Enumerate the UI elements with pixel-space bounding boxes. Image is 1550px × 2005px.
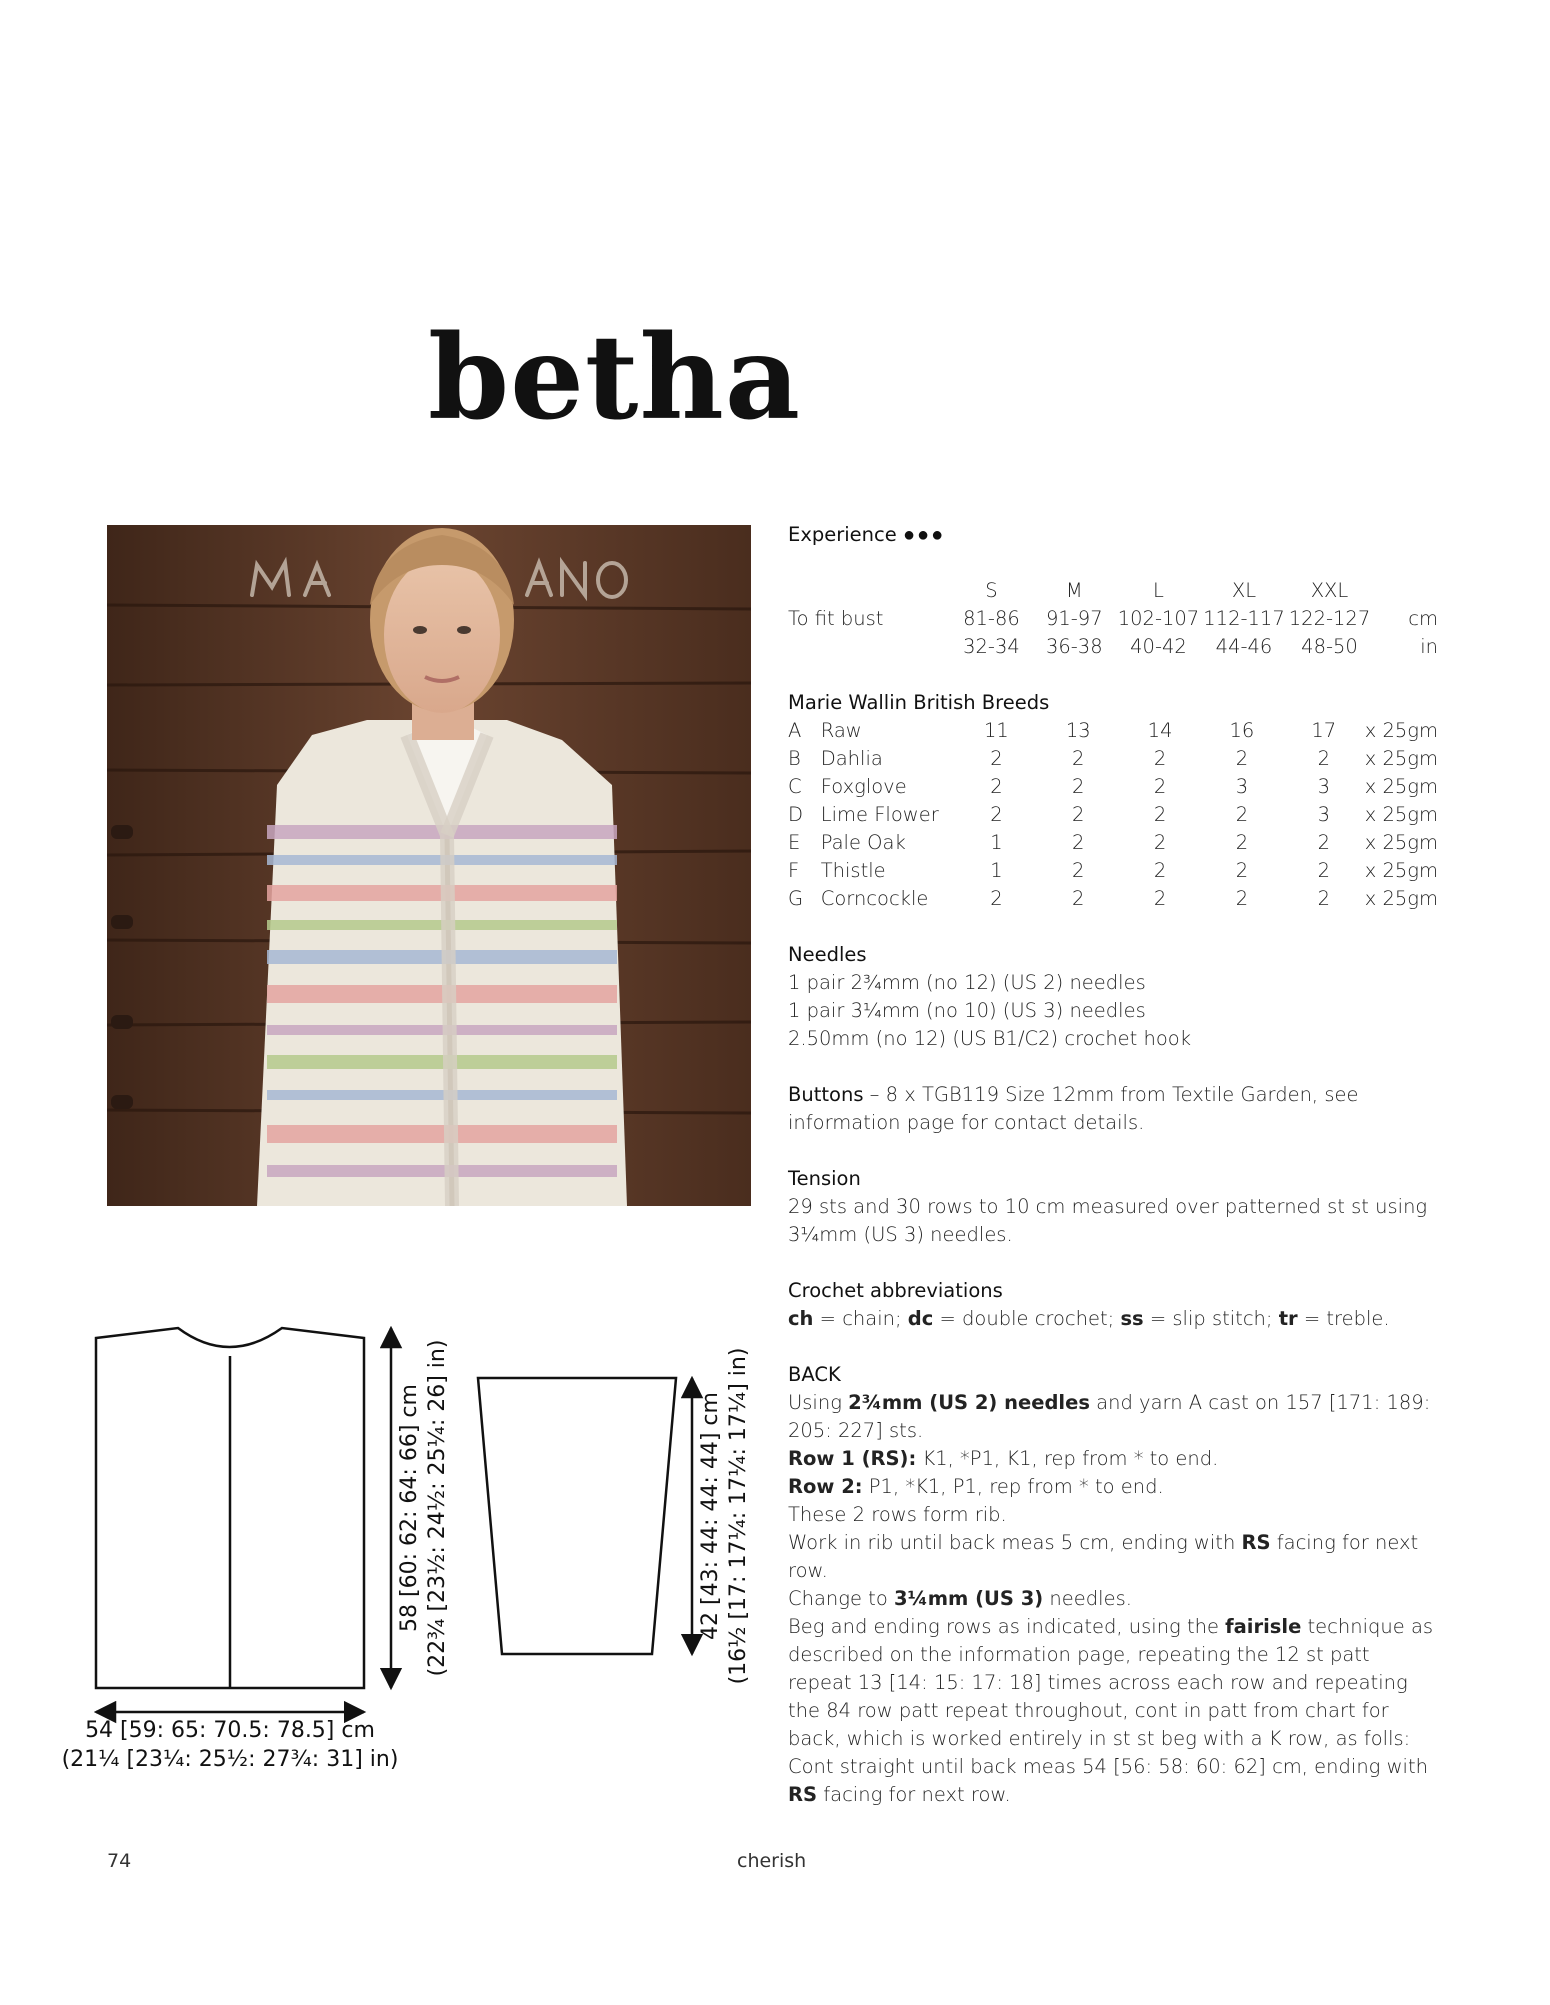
yarn-qty: 2 [1153, 775, 1167, 798]
yarn-qty: 14 [1147, 719, 1173, 742]
crochet-list [788, 1305, 1438, 1333]
yarn-qty: 2 [1235, 859, 1249, 882]
yarn-qty: 2 [1235, 887, 1249, 910]
yarn-name: Raw [820, 719, 862, 742]
size-header: XXL [1310, 579, 1349, 602]
model-photo [107, 525, 751, 1206]
book-title: cherish [737, 1850, 807, 1872]
needles-section [788, 941, 1438, 1053]
yarn-qty: 2 [990, 747, 1003, 770]
back-para: These 2 rows form rib. [788, 1503, 1007, 1526]
bust-in: 40-42 [1130, 635, 1187, 658]
size-header: M [1065, 579, 1083, 602]
size-table [788, 577, 1438, 661]
yarn-qty: 2 [1317, 859, 1330, 882]
yarn-code: G [788, 887, 804, 910]
needle-item: 2.50mm (no 12) (US B1/C2) crochet hook [788, 1027, 1192, 1050]
size-header: XL [1231, 579, 1257, 602]
yarn-qty: 2 [1317, 747, 1330, 770]
yarn-unit: x 25gm [1364, 887, 1438, 910]
yarn-qty: 2 [1153, 747, 1167, 770]
yarn-unit: x 25gm [1364, 719, 1438, 742]
bust-in: 48-50 [1301, 635, 1358, 658]
text: Cont straight until back meas 54 [56: 58: 60: 62] cm, ending with [788, 1755, 1428, 1778]
bust-in: 44-46 [1215, 635, 1273, 658]
cm-unit: cm [1408, 607, 1438, 630]
yarn-name: Corncockle [820, 887, 929, 910]
sleeve-length-label-in: (16½ [17: 17¼: 17¼: 17¼] in) [726, 1347, 751, 1685]
tension-text: 29 sts and 30 rows to 10 cm measured over patterned st st using 3¼mm (US 3) needles. [788, 1195, 1428, 1246]
yarn-qty: 2 [1072, 775, 1085, 798]
yarn-code: C [788, 775, 802, 798]
text: Using [788, 1391, 849, 1414]
yarn-code: B [788, 747, 801, 770]
yarn-qty: 2 [1153, 803, 1167, 826]
back-para [788, 1613, 1438, 1753]
yarn-qty: 2 [990, 803, 1003, 826]
yarn-qty: 2 [1153, 887, 1167, 910]
back-para [788, 1445, 1438, 1473]
yarn-name: Dahlia [820, 747, 883, 770]
text: Work in rib until back meas 5 cm, ending with [788, 1531, 1242, 1554]
crochet-meaning: = treble. [1297, 1307, 1390, 1330]
bust-cm: 112-117 [1203, 607, 1285, 630]
yarn-qty: 3 [1235, 775, 1249, 798]
crochet-abbr: ss [1120, 1307, 1144, 1330]
yarn-code: E [788, 831, 801, 854]
yarn-qty: 2 [1317, 831, 1330, 854]
bust-cm: 122-127 [1288, 607, 1371, 630]
yarn-qty: 2 [1235, 747, 1249, 770]
yarn-row [788, 801, 1438, 829]
bold-text: Row 2: [788, 1475, 863, 1498]
crochet-meaning: = chain; [813, 1307, 908, 1330]
bust-cm-row [788, 605, 1438, 633]
yarn-qty: 2 [1072, 803, 1085, 826]
yarn-qty: 2 [1153, 831, 1167, 854]
bust-cm: 102-107 [1117, 607, 1200, 630]
bust-in: 32-34 [963, 635, 1020, 658]
bust-in: 36-38 [1045, 635, 1103, 658]
yarn-row [788, 773, 1438, 801]
yarn-qty: 2 [1153, 859, 1167, 882]
yarn-name: Lime Flower [820, 803, 939, 826]
yarn-qty: 2 [1235, 831, 1249, 854]
text: technique as described on the information page, repeating the 12 st patt repeat 13 [14: 15: 17: 18] times across each row and repeating the 84 row patt repeat throughout, cont in patt from chart for back, which is worked entirely in st st beg with a K row, as folls: [788, 1615, 1434, 1750]
yarn-name: Pale Oak [820, 831, 906, 854]
crochet-abbr: dc [907, 1307, 934, 1330]
yarn-qty: 3 [1317, 775, 1330, 798]
bust-label: To fit bust [788, 607, 884, 630]
experience-label: Experience [788, 523, 897, 546]
pattern-specs [788, 520, 1438, 1837]
pattern-title: betha [428, 310, 801, 446]
buttons-heading: Buttons [788, 1083, 864, 1106]
size-header: L [1153, 579, 1164, 602]
back-para [788, 1753, 1438, 1809]
body-width-label-in: (21¼ [23¼: 25½: 27¾: 31] in) [61, 1747, 399, 1772]
sleeve-length-label: 42 [43: 44: 44: 44] cm [698, 1392, 723, 1640]
needle-item: 1 pair 3¼mm (no 10) (US 3) needles [788, 999, 1146, 1022]
back-heading: BACK [788, 1363, 841, 1386]
bold-text: RS [1241, 1531, 1271, 1554]
body-width-label: 54 [59: 65: 70.5: 78.5] cm [85, 1718, 375, 1743]
bold-text: 2¾mm (US 2) needles [848, 1391, 1090, 1414]
yarn-unit: x 25gm [1364, 775, 1438, 798]
yarn-unit: x 25gm [1364, 859, 1438, 882]
text: and yarn A cast on 157 [171: 189: 205: 227] sts. [788, 1391, 1431, 1442]
crochet-meaning: = slip stitch; [1143, 1307, 1279, 1330]
bust-cm: 81-86 [963, 607, 1020, 630]
yarn-qty: 2 [1235, 803, 1249, 826]
yarn-table [788, 717, 1438, 913]
size-header: S [985, 579, 998, 602]
body-height-label: 58 [60: 62: 64: 66] cm [397, 1384, 422, 1632]
needle-item: 1 pair 2¾mm (no 12) (US 2) needles [788, 971, 1146, 994]
yarn-qty: 13 [1065, 719, 1091, 742]
yarn-name: Foxglove [820, 775, 907, 798]
yarn-qty: 3 [1317, 803, 1330, 826]
text: Change to [788, 1587, 894, 1610]
page-number: 74 [107, 1850, 132, 1872]
yarn-qty: 11 [983, 719, 1009, 742]
yarn-qty: 1 [990, 859, 1003, 882]
bold-text: fairisle [1225, 1615, 1302, 1638]
yarn-unit: x 25gm [1364, 803, 1438, 826]
in-unit: in [1420, 635, 1438, 658]
yarn-unit: x 25gm [1364, 747, 1438, 770]
crochet-abbr: ch [788, 1307, 814, 1330]
yarn-name: Thistle [820, 859, 886, 882]
bust-in-row [788, 633, 1438, 661]
back-para [788, 1529, 1438, 1585]
yarn-qty: 2 [990, 775, 1003, 798]
text: facing for next row. [817, 1783, 1011, 1806]
needles-heading: Needles [788, 943, 867, 966]
yarn-qty: 1 [990, 831, 1003, 854]
bust-cm: 91-97 [1045, 607, 1103, 630]
yarn-row [788, 829, 1438, 857]
text: K1, *P1, K1, rep from * to end. [916, 1447, 1219, 1470]
yarn-code: F [788, 859, 800, 882]
buttons-section [788, 1081, 1438, 1137]
yarn-qty: 2 [1317, 887, 1330, 910]
yarn-qty: 16 [1229, 719, 1255, 742]
schematic-diagram [0, 1290, 780, 1810]
yarn-qty: 2 [1072, 859, 1085, 882]
yarn-qty: 2 [1072, 831, 1085, 854]
bold-text: Row 1 (RS): [788, 1447, 917, 1470]
bold-text: RS [788, 1783, 818, 1806]
text: needles. [1043, 1587, 1132, 1610]
crochet-meaning: = double crochet; [933, 1307, 1121, 1330]
buttons-text: – 8 x TGB119 Size 12mm from Textile Garden, see information page for contact details. [788, 1083, 1359, 1134]
experience-line [788, 520, 1438, 549]
yarn-heading: Marie Wallin British Breeds [788, 691, 1050, 714]
crochet-heading: Crochet abbreviations [788, 1279, 1003, 1302]
yarn-row [788, 745, 1438, 773]
experience-dots-icon: ●●● [902, 522, 946, 546]
back-para [788, 1585, 1438, 1613]
yarn-code: A [788, 719, 802, 742]
yarn-row [788, 885, 1438, 913]
tension-heading: Tension [788, 1167, 861, 1190]
back-para [788, 1389, 1438, 1445]
crochet-section [788, 1277, 1438, 1333]
back-para [788, 1473, 1438, 1501]
size-header-row [788, 577, 1438, 605]
crochet-abbr: tr [1278, 1307, 1298, 1330]
yarn-row [788, 717, 1438, 745]
yarn-qty: 17 [1311, 719, 1337, 742]
yarn-qty: 2 [1072, 747, 1085, 770]
text: P1, *K1, P1, rep from * to end. [862, 1475, 1164, 1498]
text: Beg and ending rows as indicated, using the [788, 1615, 1226, 1638]
bold-text: 3¼mm (US 3) [893, 1587, 1044, 1610]
tension-section [788, 1165, 1438, 1249]
back-section [788, 1361, 1438, 1809]
text: facing for next row. [788, 1531, 1419, 1582]
yarn-qty: 2 [1072, 887, 1085, 910]
sleeve-outline [478, 1378, 676, 1654]
yarn-row [788, 857, 1438, 885]
yarn-qty: 2 [990, 887, 1003, 910]
yarn-section [788, 689, 1438, 913]
body-height-label-in: (22¾ [23½: 24½: 25¼: 26] in) [425, 1339, 450, 1677]
yarn-code: D [788, 803, 804, 826]
yarn-unit: x 25gm [1364, 831, 1438, 854]
